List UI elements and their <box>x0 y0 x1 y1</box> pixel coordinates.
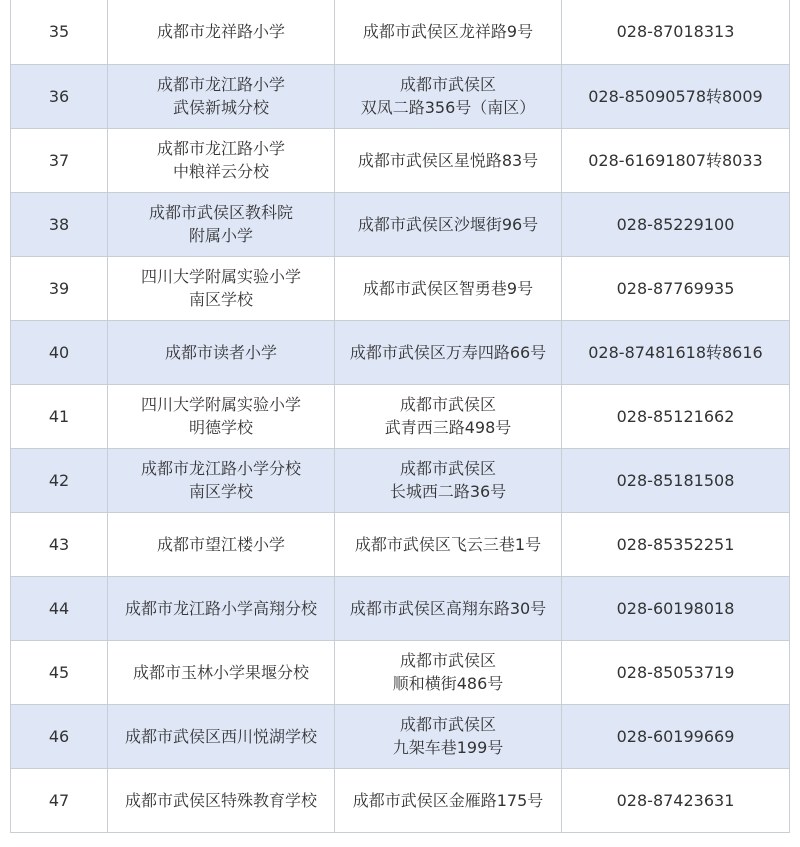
school-name-line: 明德学校 <box>188 418 253 437</box>
school-name-cell <box>108 128 335 192</box>
school-address-cell <box>335 448 562 512</box>
school-address-line: 成都市武侯区 <box>399 75 496 94</box>
school-address-cell <box>335 0 562 64</box>
row-number: 45 <box>11 640 108 704</box>
school-address-cell <box>335 576 562 640</box>
school-address-cell <box>335 704 562 768</box>
school-address-line: 成都市武侯区 <box>399 395 496 414</box>
school-phone-cell: 028-87423631 <box>562 768 790 832</box>
school-address-line: 成都市武侯区飞云三巷1号 <box>354 534 542 554</box>
school-address-line: 武青西三路498号 <box>384 418 512 437</box>
school-address-cell <box>335 64 562 128</box>
row-number: 36 <box>11 64 108 128</box>
school-address-line: 成都市武侯区高翔东路30号 <box>349 598 547 618</box>
school-name-cell <box>108 384 335 448</box>
school-name-line: 附属小学 <box>188 226 253 245</box>
school-address-cell <box>335 384 562 448</box>
school-address-cell <box>335 512 562 576</box>
table-row <box>11 704 790 768</box>
school-name-line: 成都市龙江路小学高翔分校 <box>124 598 317 618</box>
school-name-cell <box>108 0 335 64</box>
school-name-line: 中粮祥云分校 <box>172 162 269 181</box>
school-name-cell <box>108 512 335 576</box>
school-address-line: 成都市武侯区金雁路175号 <box>352 790 544 810</box>
school-address-line: 成都市武侯区智勇巷9号 <box>362 278 534 298</box>
table-row <box>11 0 790 64</box>
school-address-cell <box>335 640 562 704</box>
school-name-cell <box>108 448 335 512</box>
school-address-line: 成都市武侯区龙祥路9号 <box>362 22 534 42</box>
school-phone-cell: 028-85229100 <box>562 192 790 256</box>
school-phone-cell: 028-87769935 <box>562 256 790 320</box>
school-address-line: 成都市武侯区万寿四路66号 <box>349 342 547 362</box>
table-row <box>11 512 790 576</box>
school-address-line: 成都市武侯区 <box>399 715 496 734</box>
school-name-line: 南区学校 <box>188 290 253 309</box>
school-address-line: 成都市武侯区 <box>399 459 496 478</box>
table-row <box>11 128 790 192</box>
school-table-body <box>11 0 790 832</box>
school-name-line: 成都市龙江路小学分校 <box>140 459 301 478</box>
table-row <box>11 448 790 512</box>
school-name-cell <box>108 64 335 128</box>
table-row <box>11 192 790 256</box>
table-row <box>11 256 790 320</box>
school-phone-cell: 028-60198018 <box>562 576 790 640</box>
row-number: 46 <box>11 704 108 768</box>
school-address-line: 双凤二路356号（南区） <box>360 98 536 117</box>
school-address-line: 顺和横街486号 <box>392 674 504 693</box>
school-table <box>10 0 790 833</box>
row-number: 44 <box>11 576 108 640</box>
school-name-line: 成都市武侯区西川悦湖学校 <box>124 726 317 746</box>
school-phone-cell: 028-85121662 <box>562 384 790 448</box>
school-address-cell <box>335 768 562 832</box>
school-name-line: 成都市武侯区特殊教育学校 <box>124 790 317 810</box>
school-address-line: 成都市武侯区星悦路83号 <box>357 150 539 170</box>
school-table-container <box>10 0 789 833</box>
school-address-line: 九架车巷199号 <box>392 738 504 757</box>
row-number: 35 <box>11 0 108 64</box>
table-row <box>11 576 790 640</box>
school-address-cell <box>335 192 562 256</box>
school-name-line: 成都市玉林小学果堰分校 <box>132 662 309 682</box>
school-name-line: 南区学校 <box>188 482 253 501</box>
school-phone-cell: 028-87018313 <box>562 0 790 64</box>
school-name-line: 四川大学附属实验小学 <box>140 267 301 286</box>
row-number: 41 <box>11 384 108 448</box>
school-name-cell <box>108 192 335 256</box>
school-name-line: 成都市望江楼小学 <box>156 534 285 554</box>
school-address-cell <box>335 128 562 192</box>
school-name-line: 成都市龙江路小学 <box>156 139 285 158</box>
school-address-cell <box>335 256 562 320</box>
row-number: 37 <box>11 128 108 192</box>
school-phone-cell: 028-85053719 <box>562 640 790 704</box>
table-row <box>11 384 790 448</box>
row-number: 43 <box>11 512 108 576</box>
school-name-line: 成都市读者小学 <box>164 342 277 362</box>
school-name-line: 成都市龙祥路小学 <box>156 22 285 42</box>
school-phone-cell: 028-85090578转8009 <box>562 64 790 128</box>
school-phone-cell: 028-87481618转8616 <box>562 320 790 384</box>
school-name-cell <box>108 704 335 768</box>
school-name-cell <box>108 640 335 704</box>
school-phone-cell: 028-61691807转8033 <box>562 128 790 192</box>
school-address-line: 成都市武侯区 <box>399 651 496 670</box>
school-phone-cell: 028-85352251 <box>562 512 790 576</box>
row-number: 38 <box>11 192 108 256</box>
table-row <box>11 640 790 704</box>
school-address-line: 成都市武侯区沙堰街96号 <box>357 214 539 234</box>
school-name-cell <box>108 768 335 832</box>
school-name-line: 成都市龙江路小学 <box>156 75 285 94</box>
school-phone-cell: 028-60199669 <box>562 704 790 768</box>
table-row <box>11 320 790 384</box>
school-phone-cell: 028-85181508 <box>562 448 790 512</box>
row-number: 40 <box>11 320 108 384</box>
school-name-cell <box>108 320 335 384</box>
school-address-line: 长城西二路36号 <box>389 482 507 501</box>
row-number: 42 <box>11 448 108 512</box>
school-address-cell <box>335 320 562 384</box>
school-name-cell <box>108 256 335 320</box>
table-row <box>11 64 790 128</box>
school-name-line: 成都市武侯区教科院 <box>148 203 293 222</box>
table-row <box>11 768 790 832</box>
row-number: 39 <box>11 256 108 320</box>
school-name-line: 武侯新城分校 <box>172 98 269 117</box>
row-number: 47 <box>11 768 108 832</box>
school-name-cell <box>108 576 335 640</box>
school-name-line: 四川大学附属实验小学 <box>140 395 301 414</box>
